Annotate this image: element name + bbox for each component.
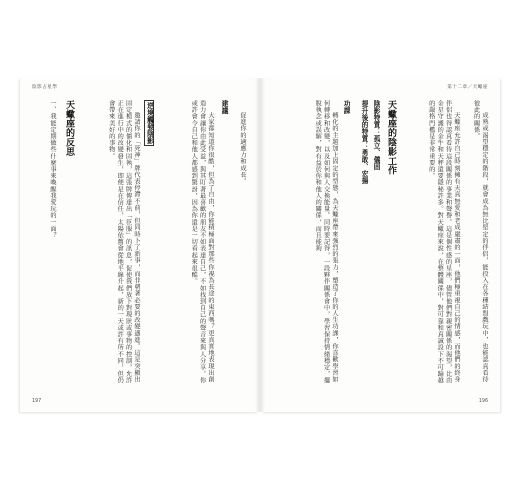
right-paragraph-lesson: 轉化的主題加上固定的型態，為天蠍座帶來強烈的張力，塑造了你的人生功課，你喜歡學習如何轉移和改變，以及如何與人交換能量。同時要記得，一段夥伴關係會中，學習保持情緒穩定，擺脫執念或誤解，對有益於你和他人的關係，而且能夠 (314, 100, 338, 384)
left-paragraph-adversity: 邀請你的「死神」牌代表停滯不前，但同時卜了新事，而非朝著必要的改變邁進。這是突顯出固定模式的僵化和固執，這張牌傳達出「臣服」的訊息，促使我們放下對現狀或事物的控制，允許正在進行中的改變發生，即便是在信任，太陽依舊會從地平線升起，新的一天或許有所不同，但仍會帶來美好的事物。 (107, 100, 140, 384)
left-page (20, 78, 258, 412)
book-gutter (255, 78, 265, 412)
left-running-head: 陰影占星學 (32, 85, 58, 90)
right-folio: 196 (478, 399, 488, 404)
left-folio: 197 (32, 399, 42, 404)
left-paragraph-1: 促進你的適應力和成長。 (239, 112, 246, 185)
right-paragraph-1: 成熟或渴望穩定的階段，就會成為無比堅定的伴侶，能投入在各種結盟戲玩中，也能認真看待彼此的關係。 (472, 100, 488, 383)
adversity-label: 逆境觸發陰影 (145, 102, 154, 144)
left-paragraph-advice: 大家都知道你很酷，但為了自由，你能積極面對那些你視為長途的東西嗎？更真實地表現出創造力會讓你由此受益，與其盯著最喜歡的朋友不如表達自己，不如找到自己的聲音來與人分享。你或許會令自己和他人都感到驚訝，因為你還是一切看起來很酷。 (190, 100, 214, 384)
left-subhead-advice: 建議 (220, 100, 228, 114)
left-heading-reflection: 天蠍座的反思 (64, 100, 74, 157)
left-reflection-question: 一、我能定期做些什麼事來喚醒我愛玩的一面？ (49, 100, 56, 239)
right-page (262, 78, 500, 412)
right-paragraph-2: 天蠍座允許自己時刻擁有天真無愛和老成嚴肅的一面，他們極重視自己的情感，而他們的終身伴侶也得認真看待這段關係的事業和聲譽。這是個性感的星座，儘管他們對親密關係的渴望，比由金星守護的金牛和天秤還要隱秘許多。對天蠍座來說，在整體關係中，對可靠和真誠設下不可踰越的嚴格門檻是非常重要的。 (427, 100, 460, 384)
right-shadow-traits: 陰影特質：孤立、儀固 (372, 100, 380, 170)
left-subhead-adversity (144, 100, 154, 384)
right-subhead-lesson: 功課 (342, 100, 350, 114)
right-elevated-traits: 提升後的特質：勇敢、宏揚 (360, 100, 368, 184)
right-heading-shadow-work: 天蠍座的陰影工作 (386, 100, 396, 176)
right-running-head: 第十二章／天蠍座 (447, 85, 488, 90)
